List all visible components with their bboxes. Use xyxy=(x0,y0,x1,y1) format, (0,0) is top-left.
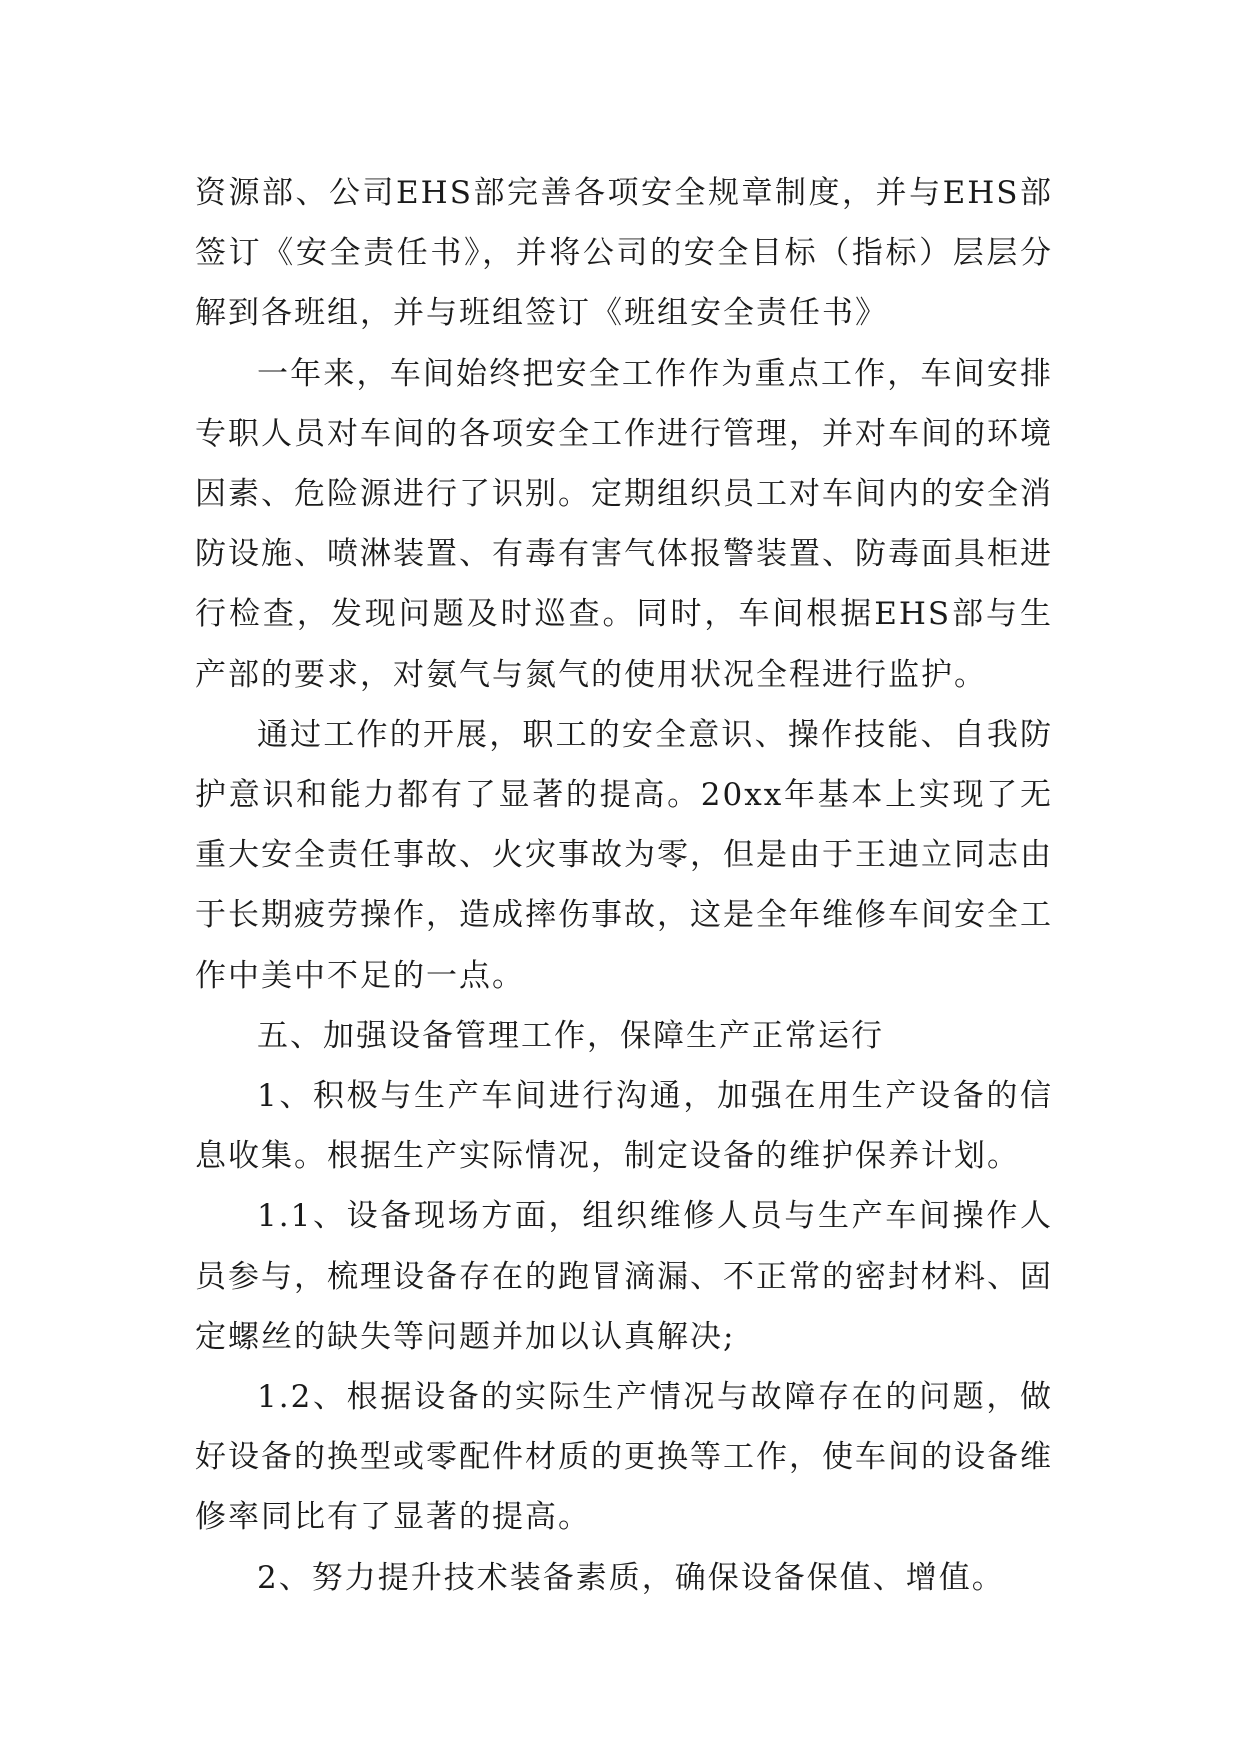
paragraph-item-1-1: 1.1、设备现场方面，组织维修人员与生产车间操作人员参与，梳理设备存在的跑冒滴漏、不正常的密封材料、固定螺丝的缺失等问题并加以认真解决; xyxy=(195,1198,1053,1355)
paragraph-item-1-2: 1.2、根据设备的实际生产情况与故障存在的问题，做好设备的换型或零配件材质的更换等工作，使车间的设备维修率同比有了显著的提高。 xyxy=(195,1379,1053,1536)
paragraph-item-2: 2、努力提升技术装备素质，确保设备保值、增值。 xyxy=(257,1559,1005,1596)
paragraph-2: 一年来，车间始终把安全工作作为重点工作，车间安排专职人员对车间的各项安全工作进行管理，并对车间的环境因素、危险源进行了识别。定期组织员工对车间内的安全消防设施、喷淋装置、有毒有害气体报警装置、防毒面具柜进行检查，发现问题及时巡查。同时，车间根据EHS部与生产部的要求，对氨气与氮气的使用状况全程进行监护。 xyxy=(195,355,1053,693)
document-body xyxy=(195,163,1053,1608)
paragraph-3: 通过工作的开展，职工的安全意识、操作技能、自我防护意识和能力都有了显著的提高。20xx年基本上实现了无重大安全责任事故、火灾事故为零，但是由于王迪立同志由于长期疲劳操作，造成摔伤事故，这是全年维修车间安全工作中美中不足的一点。 xyxy=(195,716,1053,994)
paragraph-item-1: 1、积极与生产车间进行沟通，加强在用生产设备的信息收集。根据生产实际情况，制定设备的维护保养计划。 xyxy=(195,1078,1053,1175)
paragraph-1: 资源部、公司EHS部完善各项安全规章制度，并与EHS部签订《安全责任书》，并将公司的安全目标（指标）层层分解到各班组，并与班组签订《班组安全责任书》 xyxy=(195,175,1053,332)
section-heading-5: 五、加强设备管理工作，保障生产正常运行 xyxy=(257,1017,884,1054)
